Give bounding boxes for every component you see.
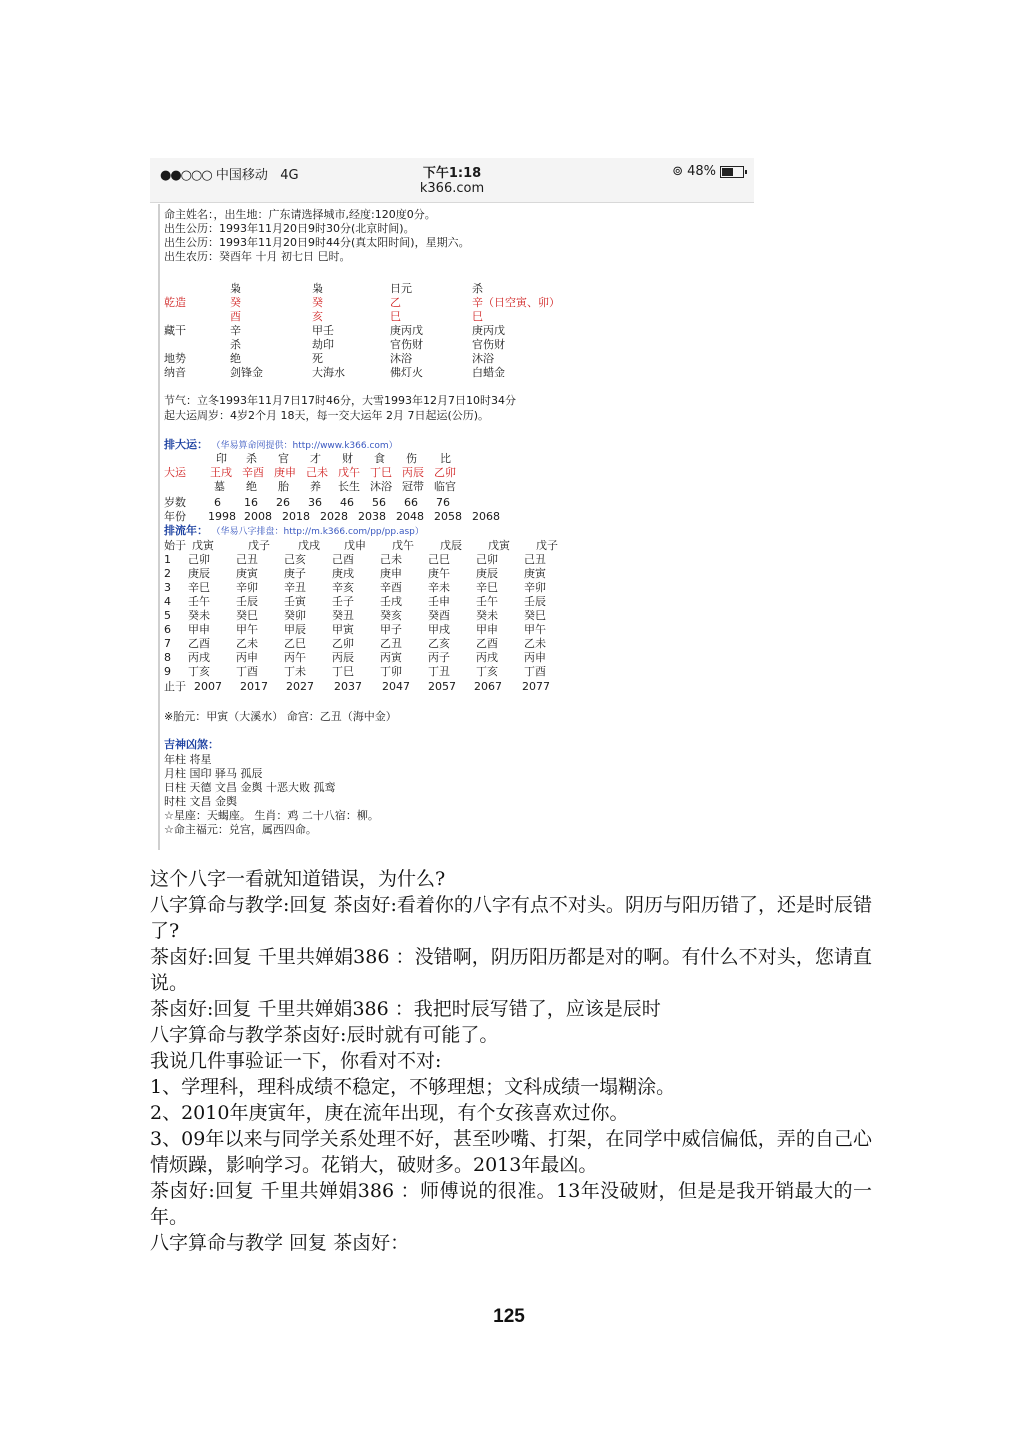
phone-status-bar <box>150 158 754 203</box>
row-label: 纳音 <box>164 366 186 379</box>
liunian-cell: 丙午 <box>284 651 306 664</box>
liunian-cell: 壬申 <box>428 595 450 608</box>
row-label: 大运 <box>164 466 186 479</box>
liunian-cell: 辛未 <box>428 581 450 594</box>
page-edge-rule <box>158 204 160 850</box>
liunian-cell: 辛丑 <box>284 581 306 594</box>
row-number: 8 <box>164 651 171 664</box>
body-paragraph: 八字算命与教学:回复 茶卤好:看着你的八字有点不对头。阴历与阳历错了，还是时辰错了? <box>150 894 872 942</box>
liunian-source-link[interactable]: （华易八字排盘：http://m.k366.com/pp/pp.asp） <box>211 527 424 537</box>
pillar-god: 日元 <box>390 282 412 295</box>
body-paragraph: 2、2010年庚寅年，庚在流年出现，有个女孩喜欢过你。 <box>150 1102 629 1124</box>
liunian-end-year: 2027 <box>286 680 314 693</box>
dayun-pillar: 戊午 <box>338 466 360 479</box>
pillar-stem: 癸 <box>312 296 323 309</box>
liunian-cell: 庚申 <box>380 567 402 580</box>
qiyun-line: 起大运周岁：4岁2个月 18天，每一交大运年 2月 7日起运(公历)。 <box>164 409 490 422</box>
liunian-end-year: 2037 <box>334 680 362 693</box>
url-display[interactable]: k366.com <box>419 181 485 196</box>
liunian-cell: 壬辰 <box>236 595 258 608</box>
network-type: 4G <box>280 168 299 183</box>
dayun-age: 16 <box>244 496 258 509</box>
liunian-cell: 辛亥 <box>332 581 354 594</box>
liunian-cell: 甲寅 <box>332 623 354 636</box>
dayun-god: 比 <box>440 452 451 465</box>
liunian-end-year: 2067 <box>474 680 502 693</box>
dayun-pillar: 乙卯 <box>434 466 456 479</box>
row-number: 7 <box>164 637 171 650</box>
body-paragraph: 茶卤好:回复 千里共婵娟386 ：我把时辰写错了，应该是辰时 <box>150 998 661 1020</box>
dayun-pillar: 庚申 <box>274 466 296 479</box>
liunian-cell: 甲子 <box>380 623 402 636</box>
row-label: 岁数 <box>164 496 186 509</box>
body-paragraph: 茶卤好:回复 千里共婵娟386 ：没错啊，阴历阳历都是对的啊。有什么不对头，您请直说。 <box>150 946 872 994</box>
liunian-cell: 戊午 <box>392 539 414 552</box>
liunian-cell: 己亥 <box>284 553 306 566</box>
dayun-age: 26 <box>276 496 290 509</box>
liunian-title: 排流年： <box>164 524 208 537</box>
liunian-cell: 丙戌 <box>476 651 498 664</box>
row-label: 年份 <box>164 510 186 523</box>
liunian-cell: 癸巳 <box>236 609 258 622</box>
liunian-cell: 丙戌 <box>188 651 210 664</box>
dayun-pillar: 王戌 <box>210 466 232 479</box>
shensha-line: ☆星座：天蝎座。 生肖：鸡 二十八宿：柳。 <box>164 809 379 822</box>
hidden-stem: 庚丙戊 <box>472 324 505 337</box>
liunian-cell: 丁酉 <box>524 665 546 678</box>
orientation-lock-icon: ⊚ <box>672 164 684 179</box>
info-line: 出生农历：癸酉年 十月 初七日 巳时。 <box>164 250 351 263</box>
hidden-stem: 辛 <box>230 324 241 337</box>
nayin-cell: 白蜡金 <box>472 366 505 379</box>
hidden-god: 官伤财 <box>390 338 423 351</box>
embedded-screenshot <box>150 158 754 856</box>
dayun-stage: 冠带 <box>402 480 424 493</box>
liunian-cell: 己丑 <box>524 553 546 566</box>
liunian-cell: 乙亥 <box>428 637 450 650</box>
liunian-cell: 戊寅 <box>488 539 510 552</box>
liunian-cell: 丁亥 <box>188 665 210 678</box>
liunian-cell: 丁卯 <box>380 665 402 678</box>
pillar-stem: 癸 <box>230 296 241 309</box>
liunian-cell: 庚戌 <box>332 567 354 580</box>
dayun-god: 杀 <box>246 452 257 465</box>
liunian-cell: 丁丑 <box>428 665 450 678</box>
dayun-age: 76 <box>436 496 450 509</box>
liunian-cell: 癸卯 <box>284 609 306 622</box>
liunian-cell: 己丑 <box>236 553 258 566</box>
dayun-stage: 长生 <box>338 480 360 493</box>
liunian-cell: 庚子 <box>284 567 306 580</box>
dayun-stage: 胎 <box>278 480 289 493</box>
status-time: 下午1:18 <box>422 166 482 181</box>
body-paragraph: 八字算命与教学 回复 茶卤好： <box>150 1232 410 1254</box>
body-paragraph: 我说几件事验证一下，你看对不对: <box>150 1050 442 1072</box>
hidden-god: 杀 <box>230 338 241 351</box>
dayun-god: 官 <box>278 452 289 465</box>
liunian-cell: 丙辰 <box>332 651 354 664</box>
shensha-line: 日柱 天德 文昌 金舆 十恶大败 孤鸾 <box>164 781 336 794</box>
liunian-cell: 乙巳 <box>284 637 306 650</box>
liunian-cell: 癸亥 <box>380 609 402 622</box>
pillar-god: 枭 <box>312 282 323 295</box>
liunian-cell: 戊寅 <box>192 539 214 552</box>
dayun-stage: 临官 <box>434 480 456 493</box>
liunian-cell: 庚辰 <box>188 567 210 580</box>
liunian-cell: 壬午 <box>188 595 210 608</box>
dayun-title: 排大运： <box>164 438 208 451</box>
body-paragraph: 1、学理科，理科成绩不稳定，不够理想；文科成绩一塌糊涂。 <box>150 1076 676 1098</box>
dayun-stage: 沐浴 <box>370 480 392 493</box>
liunian-end-year: 2077 <box>522 680 550 693</box>
body-paragraph: 3、09年以来与同学关系处理不好，甚至吵嘴、打架，在同学中威信偏低，弄的自己心情烦躁，影响学习。花销大，破财多。2013年最凶。 <box>150 1128 872 1176</box>
battery-info <box>672 164 744 179</box>
row-label: 乾造 <box>164 296 186 309</box>
liunian-cell: 庚寅 <box>236 567 258 580</box>
row-number: 5 <box>164 609 171 622</box>
dayun-god: 才 <box>310 452 321 465</box>
liunian-cell: 丙申 <box>524 651 546 664</box>
liunian-cell: 壬子 <box>332 595 354 608</box>
liunian-cell: 丁巳 <box>332 665 354 678</box>
taiyuan-line: ※胎元：甲寅（大溪水） 命宫：乙丑（海中金） <box>164 710 397 723</box>
liunian-cell: 丁亥 <box>476 665 498 678</box>
liunian-end-year: 2047 <box>382 680 410 693</box>
shensha-title: 吉神凶煞： <box>164 738 219 751</box>
liunian-cell: 辛巳 <box>476 581 498 594</box>
liunian-cell: 乙丑 <box>380 637 402 650</box>
dayun-age: 66 <box>404 496 418 509</box>
liunian-cell: 辛酉 <box>380 581 402 594</box>
liunian-cell: 壬戌 <box>380 595 402 608</box>
liunian-cell: 丙子 <box>428 651 450 664</box>
dayun-year: 2028 <box>320 510 348 523</box>
nayin-cell: 剑锋金 <box>230 366 263 379</box>
dayun-year: 2038 <box>358 510 386 523</box>
dayun-god: 食 <box>374 452 385 465</box>
hidden-god: 劫印 <box>312 338 334 351</box>
battery-percent: 48% <box>687 164 716 179</box>
nayin-cell: 大海水 <box>312 366 345 379</box>
liunian-cell: 壬午 <box>476 595 498 608</box>
row-label: 始于 <box>164 539 186 552</box>
liunian-cell: 戊戌 <box>298 539 320 552</box>
pillar-branch: 酉 <box>230 310 241 323</box>
row-number: 2 <box>164 567 171 580</box>
liunian-cell: 壬辰 <box>524 595 546 608</box>
liunian-cell: 丁未 <box>284 665 306 678</box>
hidden-stem: 庚丙戊 <box>390 324 423 337</box>
row-number: 1 <box>164 553 171 566</box>
liunian-cell: 乙未 <box>524 637 546 650</box>
hidden-god: 官伤财 <box>472 338 505 351</box>
nayin-cell: 佛灯火 <box>390 366 423 379</box>
pillar-stem: 辛（日空寅、卯） <box>472 296 560 309</box>
shensha-line: 月柱 国印 驿马 孤辰 <box>164 767 263 780</box>
row-label: 地势 <box>164 352 186 365</box>
liunian-cell: 庚辰 <box>476 567 498 580</box>
jieqi-line: 节气：立冬1993年11月7日17时46分，大雪1993年12月7日10时34分 <box>164 394 516 407</box>
liunian-cell: 戊子 <box>536 539 558 552</box>
info-line: 出生公历：1993年11月20日9时44分(真太阳时间)，星期六。 <box>164 236 470 249</box>
liunian-cell: 戊子 <box>248 539 270 552</box>
pillar-god: 杀 <box>472 282 483 295</box>
liunian-cell: 乙酉 <box>188 637 210 650</box>
row-number: 6 <box>164 623 171 636</box>
dayun-god: 印 <box>216 452 227 465</box>
liunian-heading <box>164 524 424 539</box>
shensha-line: 年柱 将星 <box>164 753 212 766</box>
liunian-cell: 丁酉 <box>236 665 258 678</box>
dayun-stage: 绝 <box>246 480 257 493</box>
dayun-age: 46 <box>340 496 354 509</box>
liunian-cell: 己巳 <box>428 553 450 566</box>
liunian-cell: 甲申 <box>476 623 498 636</box>
liunian-cell: 甲戌 <box>428 623 450 636</box>
signal-icon: ●●○○○ <box>160 168 212 183</box>
hidden-stem: 甲壬 <box>312 324 334 337</box>
pillar-god: 枭 <box>230 282 241 295</box>
liunian-cell: 己未 <box>380 553 402 566</box>
pillar-branch: 亥 <box>312 310 323 323</box>
row-label: 止于 <box>164 680 186 693</box>
liunian-cell: 癸酉 <box>428 609 450 622</box>
dayun-age: 56 <box>372 496 386 509</box>
shensha-line: ☆命主福元：兑宫，属西四命。 <box>164 823 317 836</box>
liunian-cell: 乙卯 <box>332 637 354 650</box>
liunian-cell: 戊申 <box>344 539 366 552</box>
liunian-cell: 癸未 <box>476 609 498 622</box>
dayun-stage: 养 <box>310 480 321 493</box>
dayun-heading <box>164 438 398 453</box>
dayun-age: 36 <box>308 496 322 509</box>
liunian-cell: 癸未 <box>188 609 210 622</box>
liunian-cell: 辛巳 <box>188 581 210 594</box>
dayun-year: 2048 <box>396 510 424 523</box>
dayun-year: 2018 <box>282 510 310 523</box>
liunian-cell: 己卯 <box>188 553 210 566</box>
liunian-cell: 丙申 <box>236 651 258 664</box>
dayun-stage: 墓 <box>214 480 225 493</box>
dayun-pillar: 辛酉 <box>242 466 264 479</box>
pillar-branch: 巳 <box>472 310 483 323</box>
dayun-pillar: 丁巳 <box>370 466 392 479</box>
liunian-cell: 甲午 <box>524 623 546 636</box>
row-number: 3 <box>164 581 171 594</box>
liunian-cell: 戊辰 <box>440 539 462 552</box>
liunian-cell: 辛卯 <box>524 581 546 594</box>
liunian-cell: 乙未 <box>236 637 258 650</box>
dayun-year: 2058 <box>434 510 462 523</box>
body-paragraph: 这个八字一看就知道错误，为什么? <box>150 868 446 890</box>
dishi-cell: 沐浴 <box>390 352 412 365</box>
dayun-year: 1998 <box>208 510 236 523</box>
row-number: 4 <box>164 595 171 608</box>
liunian-cell: 甲辰 <box>284 623 306 636</box>
body-paragraph: 八字算命与教学茶卤好:辰时就有可能了。 <box>150 1024 499 1046</box>
pillar-branch: 巳 <box>390 310 401 323</box>
dishi-cell: 沐浴 <box>472 352 494 365</box>
dayun-source-link[interactable]: （华易算命网提供：http://www.k366.com） <box>211 441 398 451</box>
liunian-cell: 甲申 <box>188 623 210 636</box>
liunian-end-year: 2057 <box>428 680 456 693</box>
body-paragraph: 茶卤好:回复 千里共婵娟386 ：师傅说的很准。13年没破财，但是是我开销最大的一年。 <box>150 1180 872 1228</box>
liunian-cell: 癸丑 <box>332 609 354 622</box>
liunian-cell: 癸巳 <box>524 609 546 622</box>
dayun-god: 财 <box>342 452 353 465</box>
liunian-end-year: 2007 <box>194 680 222 693</box>
row-number: 9 <box>164 665 171 678</box>
liunian-cell: 庚寅 <box>524 567 546 580</box>
liunian-cell: 己酉 <box>332 553 354 566</box>
battery-icon <box>720 166 744 178</box>
liunian-cell: 己卯 <box>476 553 498 566</box>
liunian-cell: 壬寅 <box>284 595 306 608</box>
dishi-cell: 绝 <box>230 352 241 365</box>
liunian-cell: 甲午 <box>236 623 258 636</box>
row-label: 藏干 <box>164 324 186 337</box>
liunian-cell: 辛卯 <box>236 581 258 594</box>
pillar-stem: 乙 <box>390 296 401 309</box>
shensha-line: 时柱 文昌 金舆 <box>164 795 237 808</box>
carrier-name: 中国移动 <box>215 168 268 183</box>
dishi-cell: 死 <box>312 352 323 365</box>
dayun-age: 6 <box>214 496 221 509</box>
info-line: 出生公历：1993年11月20日9时30分(北京时间)。 <box>164 222 415 235</box>
liunian-cell: 乙酉 <box>476 637 498 650</box>
dayun-year: 2008 <box>244 510 272 523</box>
liunian-cell: 丙寅 <box>380 651 402 664</box>
dayun-year: 2068 <box>472 510 500 523</box>
page-number: 125 <box>493 1306 525 1327</box>
dayun-god: 伤 <box>406 452 417 465</box>
dayun-pillar: 丙辰 <box>402 466 424 479</box>
liunian-cell: 庚午 <box>428 567 450 580</box>
liunian-end-year: 2017 <box>240 680 268 693</box>
dayun-pillar: 己未 <box>306 466 328 479</box>
info-line: 命主姓名：，出生地：广东请选择城市,经度:120度0分。 <box>164 208 436 221</box>
